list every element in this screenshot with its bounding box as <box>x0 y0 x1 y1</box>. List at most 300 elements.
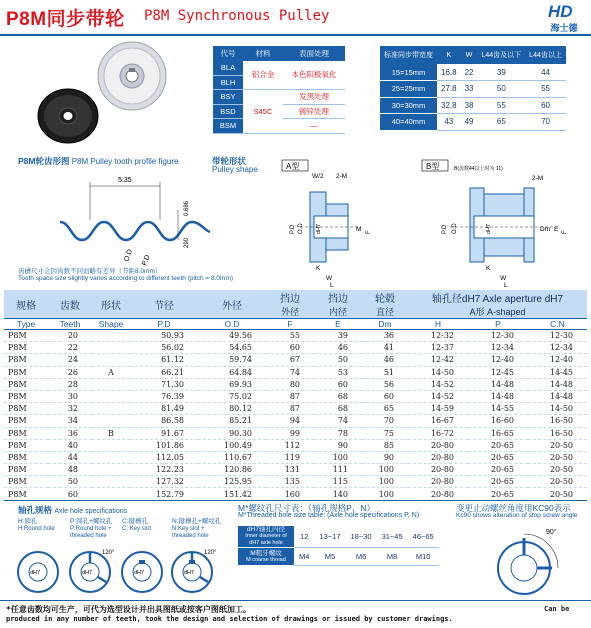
label-2m-b: 2-M <box>532 175 544 182</box>
axle-spec-cn: H:圆孔 <box>18 518 38 525</box>
spec-cell: 119 <box>266 451 314 463</box>
spec-row <box>4 415 587 427</box>
axle-hole-drawing <box>118 542 168 598</box>
b-shape-drawing <box>420 158 580 288</box>
thread-spec-subtitle: M*Threaded hole size table: (Axle hole specifications P, N) <box>238 512 420 519</box>
spec-cell: 59.74 <box>198 354 266 366</box>
kc90-drawing <box>486 522 566 598</box>
spec-cell: 74 <box>266 366 314 378</box>
spec-cell: 115 <box>314 476 362 488</box>
spec-cell: P8M <box>4 330 48 342</box>
spec-cell: 112.05 <box>130 451 198 463</box>
width-cell: 16.8 <box>437 64 461 81</box>
label-od: O.D <box>123 248 135 263</box>
thread-row2-label: M粗牙螺纹 M coarse thread <box>238 548 294 566</box>
width-cell: 44 <box>525 64 566 81</box>
label-e-b: E <box>554 226 559 233</box>
spec-cell: 81.49 <box>130 403 198 415</box>
spec-cell: 53 <box>314 366 362 378</box>
mat-code: BSY <box>213 90 243 105</box>
spec-cell <box>92 464 130 476</box>
thread-row1-label: dH7轴孔内径 Inner diameter of dH7 axle hole <box>238 526 294 548</box>
axle-spec-cn: C:键槽孔 <box>122 518 148 525</box>
a-shape-label: A型 <box>286 162 300 171</box>
thread-cell: 31~45 <box>377 526 408 548</box>
title-cn: P8M同步带轮 <box>6 9 125 30</box>
spec-cell: B <box>92 427 130 439</box>
spec-cell: P8M <box>4 366 48 378</box>
width-cell: 70 <box>525 114 566 131</box>
spec-cell: 50 <box>48 476 92 488</box>
spec-cell: 40 <box>48 439 92 451</box>
spec-cell: 14-48 <box>528 378 587 390</box>
kc-spec-title: 变更止动螺丝角度用KC90表示 <box>456 503 571 513</box>
spec-cell: 12-42 <box>408 354 468 366</box>
spec-cell <box>92 378 130 390</box>
spec-cell: P8M <box>4 427 48 439</box>
spec-cell: 14-52 <box>408 378 468 390</box>
mat-material-al: 铝合金 <box>243 61 283 90</box>
spec-cell: 64.84 <box>198 366 266 378</box>
spec-row <box>4 451 587 463</box>
spec-cell: 20-50 <box>528 439 587 451</box>
spec-cell: 12-30 <box>528 330 587 342</box>
width-cell: 60 <box>525 97 566 114</box>
title-en: P8M Synchronous Pulley <box>144 8 330 24</box>
spec-cell: 20-80 <box>408 488 468 500</box>
tooth-note-cn: 齿槽尺寸会因齿数不同而略有差异（节距8.0mm） <box>18 268 162 275</box>
spec-cell: 87 <box>266 390 314 402</box>
label-od-a: O.D <box>298 223 304 234</box>
spec-head-shape: 形状 <box>92 290 130 319</box>
width-row <box>380 81 566 98</box>
spec-cell: 20-80 <box>408 476 468 488</box>
spec-row <box>4 354 587 366</box>
width-cell: 43 <box>437 114 461 131</box>
label-l-a: L <box>330 282 334 288</box>
spec-cell: 60 <box>48 488 92 500</box>
spec-cell: 20-80 <box>408 451 468 463</box>
footer-note-right: Can be <box>544 605 570 613</box>
axle-spec-cn: P:圆孔+螺纹孔 <box>70 518 113 525</box>
spec-cell: 20-80 <box>408 464 468 476</box>
spec-cell: 127.32 <box>130 476 198 488</box>
spec-cell: 101.86 <box>130 439 198 451</box>
axle-spec-cn: N:键槽孔+螺纹孔 <box>172 518 222 525</box>
spec-cell: 49.56 <box>198 330 266 342</box>
footer-note-cn: *任意齿数均可生产，可代为选型设计并出具图纸或按客户图纸加工。 <box>6 605 251 614</box>
axle-spec-title: 轴孔规格 Axle hole specifications <box>18 505 128 515</box>
spec-cell: 100 <box>362 488 408 500</box>
thread-cell: 13~17 <box>314 526 345 548</box>
width-cell: 39 <box>477 64 525 81</box>
spec-cell: P8M <box>4 415 48 427</box>
spec-row <box>4 378 587 390</box>
label-dm-b: Dm <box>540 226 551 233</box>
axle-hole-drawing <box>66 542 116 598</box>
spec-cell: 51 <box>362 366 408 378</box>
a-shape-drawing <box>280 158 390 288</box>
spec-cell: 86.58 <box>130 415 198 427</box>
spec-row <box>4 427 587 439</box>
spec-cell: 140 <box>314 488 362 500</box>
spec-cell: 151.42 <box>198 488 266 500</box>
logo-text: 海士德 <box>550 23 578 33</box>
spec-col-f: F <box>266 319 314 330</box>
spec-head-teeth: 齿数 <box>48 290 92 319</box>
spec-cell: 16-60 <box>468 415 528 427</box>
width-cell: 65 <box>477 114 525 131</box>
width-cell: 55 <box>477 97 525 114</box>
spec-cell: 50 <box>314 354 362 366</box>
material-table <box>213 46 345 134</box>
spec-cell: 91.67 <box>130 427 198 439</box>
spec-cell: 14-48 <box>528 390 587 402</box>
spec-cell: 87 <box>266 403 314 415</box>
label-2m: 2-M <box>336 173 348 180</box>
axle-spec-en: H:Round hole <box>18 525 55 532</box>
spec-head-pd: 节径 <box>130 290 198 319</box>
spec-cell: 111 <box>314 464 362 476</box>
spec-cell: 120.86 <box>198 464 266 476</box>
label-od-b: O.D <box>452 223 458 234</box>
spec-cell: 41 <box>362 342 408 354</box>
spec-cell: 60 <box>314 378 362 390</box>
width-cell: 32.8 <box>437 97 461 114</box>
spec-cell: 110.67 <box>198 451 266 463</box>
spec-cell: 160 <box>266 488 314 500</box>
thread-cell: 18~30 <box>346 526 377 548</box>
width-cell: 55 <box>525 81 566 98</box>
spec-head-flange: 挡边 <box>266 290 314 305</box>
spec-cell: 99 <box>266 427 314 439</box>
logo-mark: HD <box>548 2 573 21</box>
footer-note-en: produced in any number of teeth, took the design and selection of drawings or issued by customer drawings. <box>6 615 453 623</box>
spec-cell: 65 <box>362 403 408 415</box>
spec-cell: 100.49 <box>198 439 266 451</box>
spec-head-od: 外径 <box>198 290 266 319</box>
spec-cell: 48 <box>48 464 92 476</box>
thread-cell: M10 <box>408 548 439 566</box>
spec-head-outer: 外径 <box>266 305 314 319</box>
spec-cell: 24 <box>48 354 92 366</box>
spec-cell: 12-45 <box>468 366 528 378</box>
spec-col-cn: C.N <box>528 319 587 330</box>
spec-cell: 20-65 <box>468 464 528 476</box>
kc-angle: 90° <box>546 529 557 536</box>
spec-cell: 20-65 <box>468 451 528 463</box>
spec-cell: 14-55 <box>468 403 528 415</box>
spec-row <box>4 330 587 342</box>
spec-cell: 125.95 <box>198 476 266 488</box>
wid-header: L44齿以上 <box>525 46 566 64</box>
mat-code: BLA <box>213 61 243 76</box>
spec-cell: 14-45 <box>528 366 587 378</box>
spec-cell: 60 <box>362 390 408 402</box>
kc-spec-subtitle: Kc90 shows alteration of stop screw angle <box>456 512 578 519</box>
spec-col-pd: P.D <box>130 319 198 330</box>
spec-cell: P8M <box>4 390 48 402</box>
spec-cell: 20-65 <box>468 488 528 500</box>
thread-cell: 46~65 <box>408 526 439 548</box>
spec-head-type: 规格 <box>4 290 48 319</box>
spec-cell: 68 <box>314 390 362 402</box>
drawing-section <box>0 150 591 290</box>
brand-logo <box>542 2 586 32</box>
spec-col-teeth: Teeth <box>48 319 92 330</box>
mat-material-steel: S45C <box>243 90 283 134</box>
axle-hole-drawing <box>14 542 64 598</box>
spec-cell: 90 <box>314 439 362 451</box>
spec-cell: 80.12 <box>198 403 266 415</box>
dim-5-35: 5.35 <box>118 177 132 184</box>
axle-spec-en: P:Round hole + threaded hole <box>70 525 112 539</box>
tooth-profile-drawing <box>60 170 210 270</box>
spec-cell: 14-48 <box>468 378 528 390</box>
thread-cell: 12 <box>294 526 314 548</box>
width-row <box>380 64 566 81</box>
mat-code: BSD <box>213 104 243 119</box>
spec-cell: 16-72 <box>408 427 468 439</box>
spec-cell: 46 <box>362 354 408 366</box>
label-f-b: F <box>562 230 568 234</box>
spec-cell: 34 <box>48 415 92 427</box>
header <box>0 0 591 34</box>
spec-cell: 55 <box>266 330 314 342</box>
spec-cell: 12-34 <box>468 342 528 354</box>
axle-dh7-label: dH7 <box>184 570 195 576</box>
spec-cell: 56 <box>362 378 408 390</box>
width-cell: 49 <box>461 114 478 131</box>
pulley-shape-subtitle: Pulley shape <box>212 165 258 174</box>
spec-cell: A <box>92 366 130 378</box>
spec-cell: 100 <box>362 464 408 476</box>
spec-cell: P8M <box>4 354 48 366</box>
axle-dh7-label: dH7 <box>134 570 145 576</box>
spec-row <box>4 342 587 354</box>
spec-col-dm: Dm <box>362 319 408 330</box>
spec-cell: 74 <box>314 415 362 427</box>
mat-surface-anodize: 本色阳极氧化 <box>283 61 345 90</box>
spec-row <box>4 488 587 500</box>
spec-cell: 26 <box>48 366 92 378</box>
wid-header: 标准同步带宽度 <box>380 46 437 64</box>
thread-cell: M5 <box>314 548 345 566</box>
spec-cell: P8M <box>4 476 48 488</box>
mat-surface-blacken: 发黑处理 <box>283 90 345 105</box>
axle-dh7-label: dH7 <box>30 570 41 576</box>
spec-cell: 67 <box>266 354 314 366</box>
spec-col-h: H <box>408 319 468 330</box>
label-k-a: K <box>316 265 321 272</box>
label-pd: P.D <box>141 254 152 267</box>
spec-cell: 44 <box>48 451 92 463</box>
spec-cell: 69.93 <box>198 378 266 390</box>
label-f-a: F <box>366 230 372 234</box>
width-cell: 25=25mm <box>380 81 437 98</box>
spec-cell: 14-50 <box>408 366 468 378</box>
spec-head-axle: 轴孔径dH7 Axle aperture dH7 <box>408 290 587 305</box>
spec-cell <box>92 488 130 500</box>
spec-cell: 16-50 <box>528 415 587 427</box>
spec-cell: 152.79 <box>130 488 198 500</box>
spec-cell: 16-50 <box>528 427 587 439</box>
tooth-profile-title: P8M轮齿形图 P8M Pulley tooth profile figure <box>18 156 179 166</box>
spec-cell: 12-37 <box>408 342 468 354</box>
spec-cell: 14-50 <box>528 403 587 415</box>
axle-spec-item <box>172 518 228 541</box>
spec-cell: 90.30 <box>198 427 266 439</box>
spec-cell: 80 <box>266 378 314 390</box>
label-pd-a: P.D <box>290 224 296 234</box>
width-cell: 50 <box>477 81 525 98</box>
axle-dh7-label: dH7 <box>82 570 93 576</box>
spec-row <box>4 476 587 488</box>
spec-cell: 14-52 <box>408 390 468 402</box>
thread-cell: M4 <box>294 548 314 566</box>
b-shape-label: B型 <box>426 162 440 171</box>
width-cell: 33 <box>461 81 478 98</box>
spec-cell: 68 <box>314 403 362 415</box>
spec-cell: 16-67 <box>408 415 468 427</box>
width-cell: 30=30mm <box>380 97 437 114</box>
spec-cell: 30 <box>48 390 92 402</box>
label-w-a: W <box>326 275 333 282</box>
mat-surface-none: — <box>283 119 345 134</box>
dim-290: 290 <box>184 237 190 248</box>
spec-cell: 14-48 <box>468 390 528 402</box>
spec-head-flange: 挡边 <box>314 290 362 305</box>
spec-head-inner: 内径 <box>314 305 362 319</box>
spec-cell <box>92 330 130 342</box>
spec-cell: 90 <box>362 451 408 463</box>
spec-cell: 46 <box>314 342 362 354</box>
spec-cell <box>92 451 130 463</box>
spec-cell <box>92 439 130 451</box>
spec-cell: 54.65 <box>198 342 266 354</box>
width-cell: 38 <box>461 97 478 114</box>
spec-cell <box>92 476 130 488</box>
mat-code: BSM <box>213 119 243 134</box>
spec-cell: 112 <box>266 439 314 451</box>
axle-spec-en: C: Key slot <box>122 525 152 532</box>
axle-spec-item <box>122 518 178 533</box>
mat-surface-zinc: 镀锌处理 <box>283 104 345 119</box>
spec-cell: 76.39 <box>130 390 198 402</box>
spec-cell: 20-80 <box>408 439 468 451</box>
spec-cell: 22 <box>48 342 92 354</box>
spec-col-e: E <box>314 319 362 330</box>
spec-cell <box>92 403 130 415</box>
spec-cell <box>92 354 130 366</box>
width-cell: 40=40mm <box>380 114 437 131</box>
spec-cell: P8M <box>4 378 48 390</box>
spec-cell <box>92 390 130 402</box>
label-w2: W/2 <box>312 173 324 180</box>
axle-angle-label: 120° <box>102 550 115 556</box>
spec-cell: 16-65 <box>468 427 528 439</box>
spec-cell: 75 <box>362 427 408 439</box>
black-pulley-image <box>38 89 98 143</box>
spec-col-shape: Shape <box>92 319 130 330</box>
wid-header: K <box>437 46 461 64</box>
spec-cell: 14-59 <box>408 403 468 415</box>
spec-cell: 135 <box>266 476 314 488</box>
spec-cell <box>92 415 130 427</box>
spec-cell: 85.21 <box>198 415 266 427</box>
spec-cell: 12-32 <box>408 330 468 342</box>
spec-cell: 36 <box>362 330 408 342</box>
spec-cell: P8M <box>4 488 48 500</box>
pulley-shape-title: 带轮形状 <box>212 156 247 166</box>
spec-cell: 20-50 <box>528 476 587 488</box>
spec-row <box>4 403 587 415</box>
spec-cell: 94 <box>266 415 314 427</box>
width-row <box>380 114 566 131</box>
width-cell: 27.8 <box>437 81 461 98</box>
spec-cell: 20-50 <box>528 464 587 476</box>
spec-col-od: O.D <box>198 319 266 330</box>
spec-table <box>4 290 587 501</box>
axle-spec-item <box>18 518 74 533</box>
axle-hole-drawing <box>168 542 218 598</box>
spec-cell: 39 <box>314 330 362 342</box>
axle-spec-item <box>70 518 126 541</box>
spec-cell: 20 <box>48 330 92 342</box>
spec-cell: 20-50 <box>528 451 587 463</box>
b-shape-note: B(齿数44以上时为 11) <box>454 166 503 172</box>
spec-cell: 85 <box>362 439 408 451</box>
spec-cell: 61.12 <box>130 354 198 366</box>
wid-header: L44齿及以下 <box>477 46 525 64</box>
spec-cell: 60 <box>266 342 314 354</box>
mat-header-surface: 表面处理 <box>283 46 345 61</box>
spec-cell: 12-34 <box>528 342 587 354</box>
spec-cell: 12-40 <box>468 354 528 366</box>
silver-pulley-image <box>98 42 166 110</box>
spec-cell: 70 <box>362 415 408 427</box>
tooth-note-en: Tooth space size slightly varies according to different teeth (pitch = 8.0mm) <box>18 275 234 282</box>
axle-angle-label: 120° <box>204 550 217 556</box>
mat-header-code: 代号 <box>213 46 243 61</box>
spec-cell: 32 <box>48 403 92 415</box>
width-row <box>380 97 566 114</box>
spec-col-type: Type <box>4 319 48 330</box>
label-dh7-b: dH7 <box>486 223 492 234</box>
spec-cell: 20-65 <box>468 439 528 451</box>
thread-spec-title: M*螺纹孔尺寸表：（轴孔规格P、N） <box>238 503 375 513</box>
spec-cell: P8M <box>4 451 48 463</box>
belt-width-table <box>380 46 566 131</box>
thread-table <box>238 526 439 566</box>
spec-cell: P8M <box>4 342 48 354</box>
spec-cell <box>92 342 130 354</box>
spec-cell: 28 <box>48 378 92 390</box>
label-w-b: W <box>500 275 507 282</box>
spec-row <box>4 390 587 402</box>
thread-cell: M8 <box>377 548 408 566</box>
label-l-b: L <box>504 282 508 288</box>
mat-code: BLH <box>213 75 243 90</box>
spec-row <box>4 439 587 451</box>
spec-cell: 12-30 <box>468 330 528 342</box>
thread-cell: M6 <box>346 548 377 566</box>
spec-cell: P8M <box>4 464 48 476</box>
spec-cell: 100 <box>314 451 362 463</box>
spec-row <box>4 464 587 476</box>
spec-cell: P8M <box>4 439 48 451</box>
spec-cell: 78 <box>314 427 362 439</box>
